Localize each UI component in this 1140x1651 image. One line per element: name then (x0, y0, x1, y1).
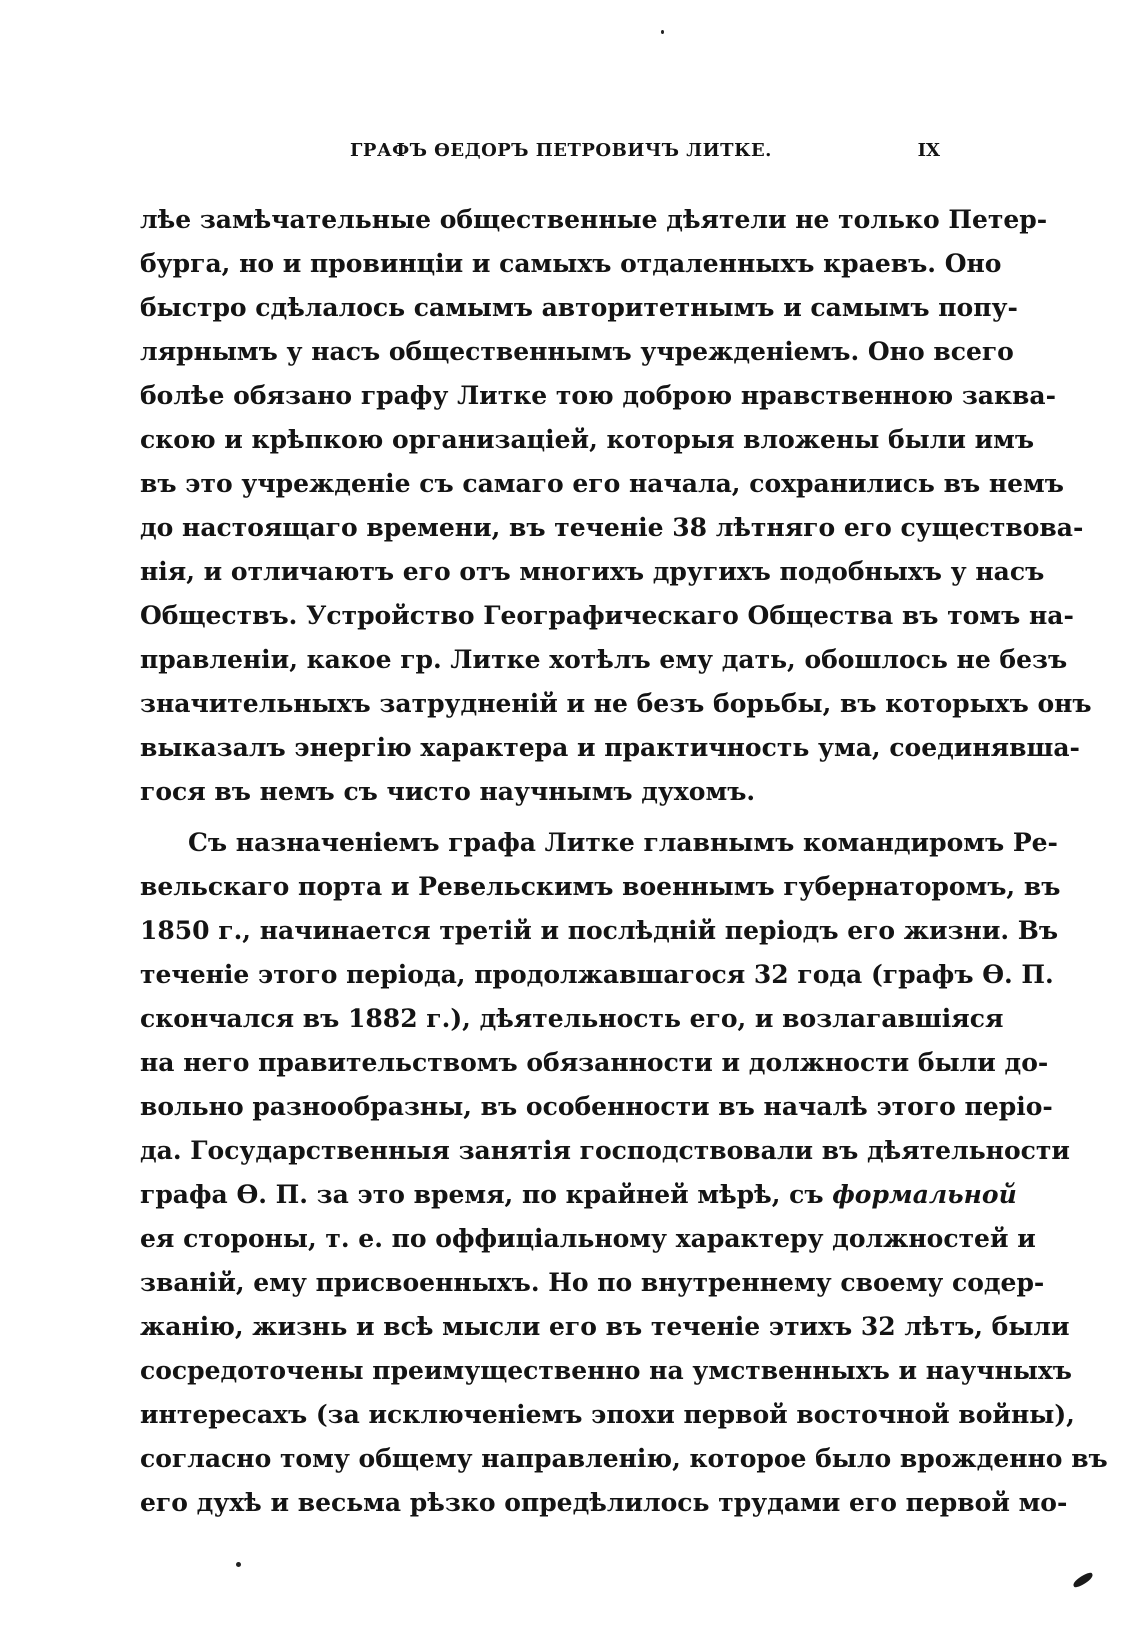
running-title: ГРАФЪ ѲЕДОРЪ ПЕТРОВИЧЪ ЛИТКЕ. (350, 140, 772, 161)
text-line: лярнымъ у насъ общественнымъ учрежденіемъ. Оно всего (140, 337, 1014, 366)
text-line: интересахъ (за исключеніемъ эпохи первой восточной войны), (140, 1400, 1075, 1429)
text-line: Обществъ. Устройство Географическаго Общества въ томъ на- (140, 601, 1074, 630)
text-line: 1850 г., начинается третій и послѣдній періодъ его жизни. Въ (140, 916, 1059, 945)
page-header (140, 140, 940, 170)
text-line: нія, и отличаютъ его отъ многихъ другихъ подобныхъ у насъ (140, 557, 1045, 586)
text-line-with-emphasis (140, 1173, 1017, 1217)
emphasized-word: формальной (832, 1180, 1017, 1209)
text-line: ея стороны, т. е. по оффиціальному характеру должностей и (140, 1224, 1036, 1253)
text-line: сосредоточены преимущественно на умственныхъ и научныхъ (140, 1356, 1072, 1385)
text-line: званій, ему присвоенныхъ. Но по внутреннему своему содер- (140, 1268, 1045, 1297)
text-line: быстро сдѣлалось самымъ авторитетнымъ и самымъ попу- (140, 293, 1018, 322)
text-line: согласно тому общему направленію, которое было врожденно въ (140, 1444, 1108, 1473)
text-line: его духѣ и весьма рѣзко опредѣлилось трудами его первой мо- (140, 1488, 1068, 1517)
page-number: IX (917, 140, 940, 161)
text-line: да. Государственныя занятія господствовали въ дѣятельности (140, 1136, 1070, 1165)
text-line: бурга, но и провинціи и самыхъ отдаленныхъ краевъ. Оно (140, 249, 1002, 278)
text-line: болѣе обязано графу Литке тою доброю нравственною заква- (140, 381, 1056, 410)
text-segment: графа Ѳ. П. за это время, по крайней мѣрѣ, съ (140, 1180, 833, 1209)
body-text (140, 198, 1108, 1525)
ink-speck (661, 30, 664, 34)
text-line: до настоящаго времени, въ теченіе 38 лѣтняго его существова- (140, 513, 1084, 542)
text-line: гося въ немъ съ чисто научнымъ духомъ. (140, 777, 756, 806)
text-line: правленіи, какое гр. Литке хотѣлъ ему дать, обошлось не безъ (140, 645, 1068, 674)
paragraph-1 (140, 198, 1092, 814)
text-line: выказалъ энергію характера и практичность ума, соединявша- (140, 733, 1080, 762)
text-line: скончался въ 1882 г.), дѣятельность его, и возлагавшіяся (140, 1004, 1004, 1033)
text-line: жанію, жизнь и всѣ мысли его въ теченіе этихъ 32 лѣтъ, были (140, 1312, 1070, 1341)
paragraph-gap (140, 814, 940, 821)
text-line: вельскаго порта и Ревельскимъ военнымъ губернаторомъ, въ (140, 872, 1061, 901)
paragraph-2 (140, 821, 1108, 1525)
ink-speck (236, 1562, 241, 1567)
text-line: значительныхъ затрудненій и не безъ борьбы, въ которыхъ онъ (140, 689, 1092, 718)
text-line: вольно разнообразны, въ особенности въ началѣ этого періо- (140, 1092, 1053, 1121)
text-line: лѣе замѣчательные общественные дѣятели не только Петер- (140, 205, 1048, 234)
text-line: на него правительствомъ обязанности и должности были до- (140, 1048, 1049, 1077)
ink-smudge (1071, 1571, 1094, 1588)
text-line: Съ назначеніемъ графа Литке главнымъ командиромъ Ре- (188, 828, 1058, 857)
text-line: въ это учрежденіе съ самаго его начала, сохранились въ немъ (140, 469, 1064, 498)
text-line: скою и крѣпкою организаціей, которыя вложены были имъ (140, 425, 1035, 454)
text-line: теченіе этого періода, продолжавшагося 32 года (графъ Ѳ. П. (140, 960, 1054, 989)
